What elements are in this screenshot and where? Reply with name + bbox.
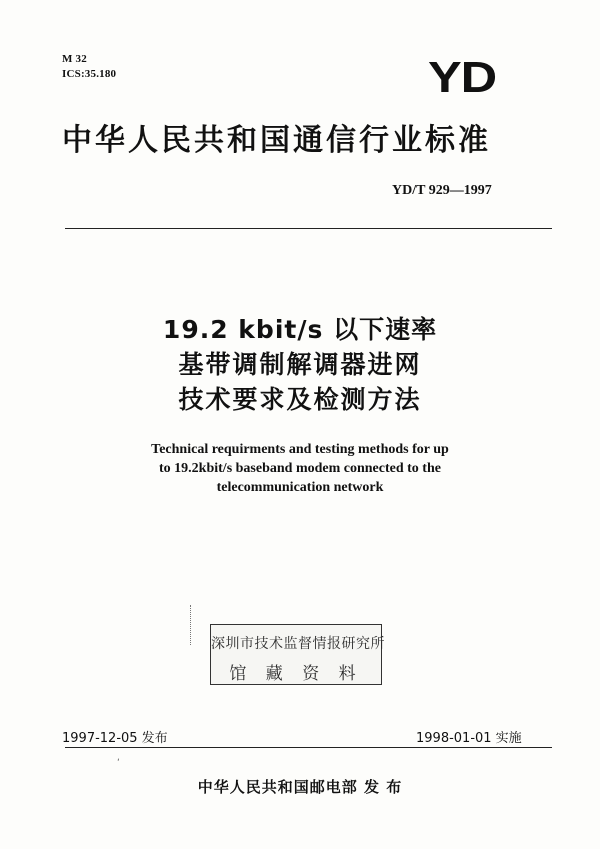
chinese-title [0, 312, 600, 417]
stamp-collection-label: 馆 藏 资 料 [229, 664, 363, 684]
english-title-line-3: telecommunication network [216, 480, 384, 495]
ics-code: ICS:35.180 [62, 68, 117, 80]
publisher: 中华人民共和国邮电部 发 布 [197, 778, 403, 796]
top-divider [65, 228, 552, 229]
english-title-line-1: Technical requirments and testing methods for up [151, 442, 449, 457]
issue-date: 1997-12-05 发布 [62, 731, 168, 746]
scan-mark [190, 605, 193, 645]
classification-codes [62, 52, 116, 82]
classification-code: M 32 [62, 53, 87, 65]
english-title [0, 440, 600, 497]
stamp-institution: 深圳市技术监督情报研究所 [211, 636, 385, 652]
chinese-title-line-2: 基带调制解调器进网 [178, 350, 422, 379]
library-stamp [210, 624, 385, 685]
scan-speck: ‘ [117, 758, 120, 768]
chinese-title-line-3: 技术要求及检测方法 [178, 385, 422, 414]
implementation-date: 1998-01-01 实施 [416, 731, 522, 746]
chinese-title-line-1: 19.2 kbit/s 以下速率 [162, 315, 438, 344]
bottom-divider [65, 747, 552, 748]
standard-number: YD/T 929—1997 [392, 183, 492, 198]
english-title-line-2: to 19.2kbit/s baseband modem connected to the [159, 461, 441, 476]
yd-logo: YD [428, 53, 496, 102]
standard-category-title: 中华人民共和国通信行业标准 [62, 123, 491, 158]
